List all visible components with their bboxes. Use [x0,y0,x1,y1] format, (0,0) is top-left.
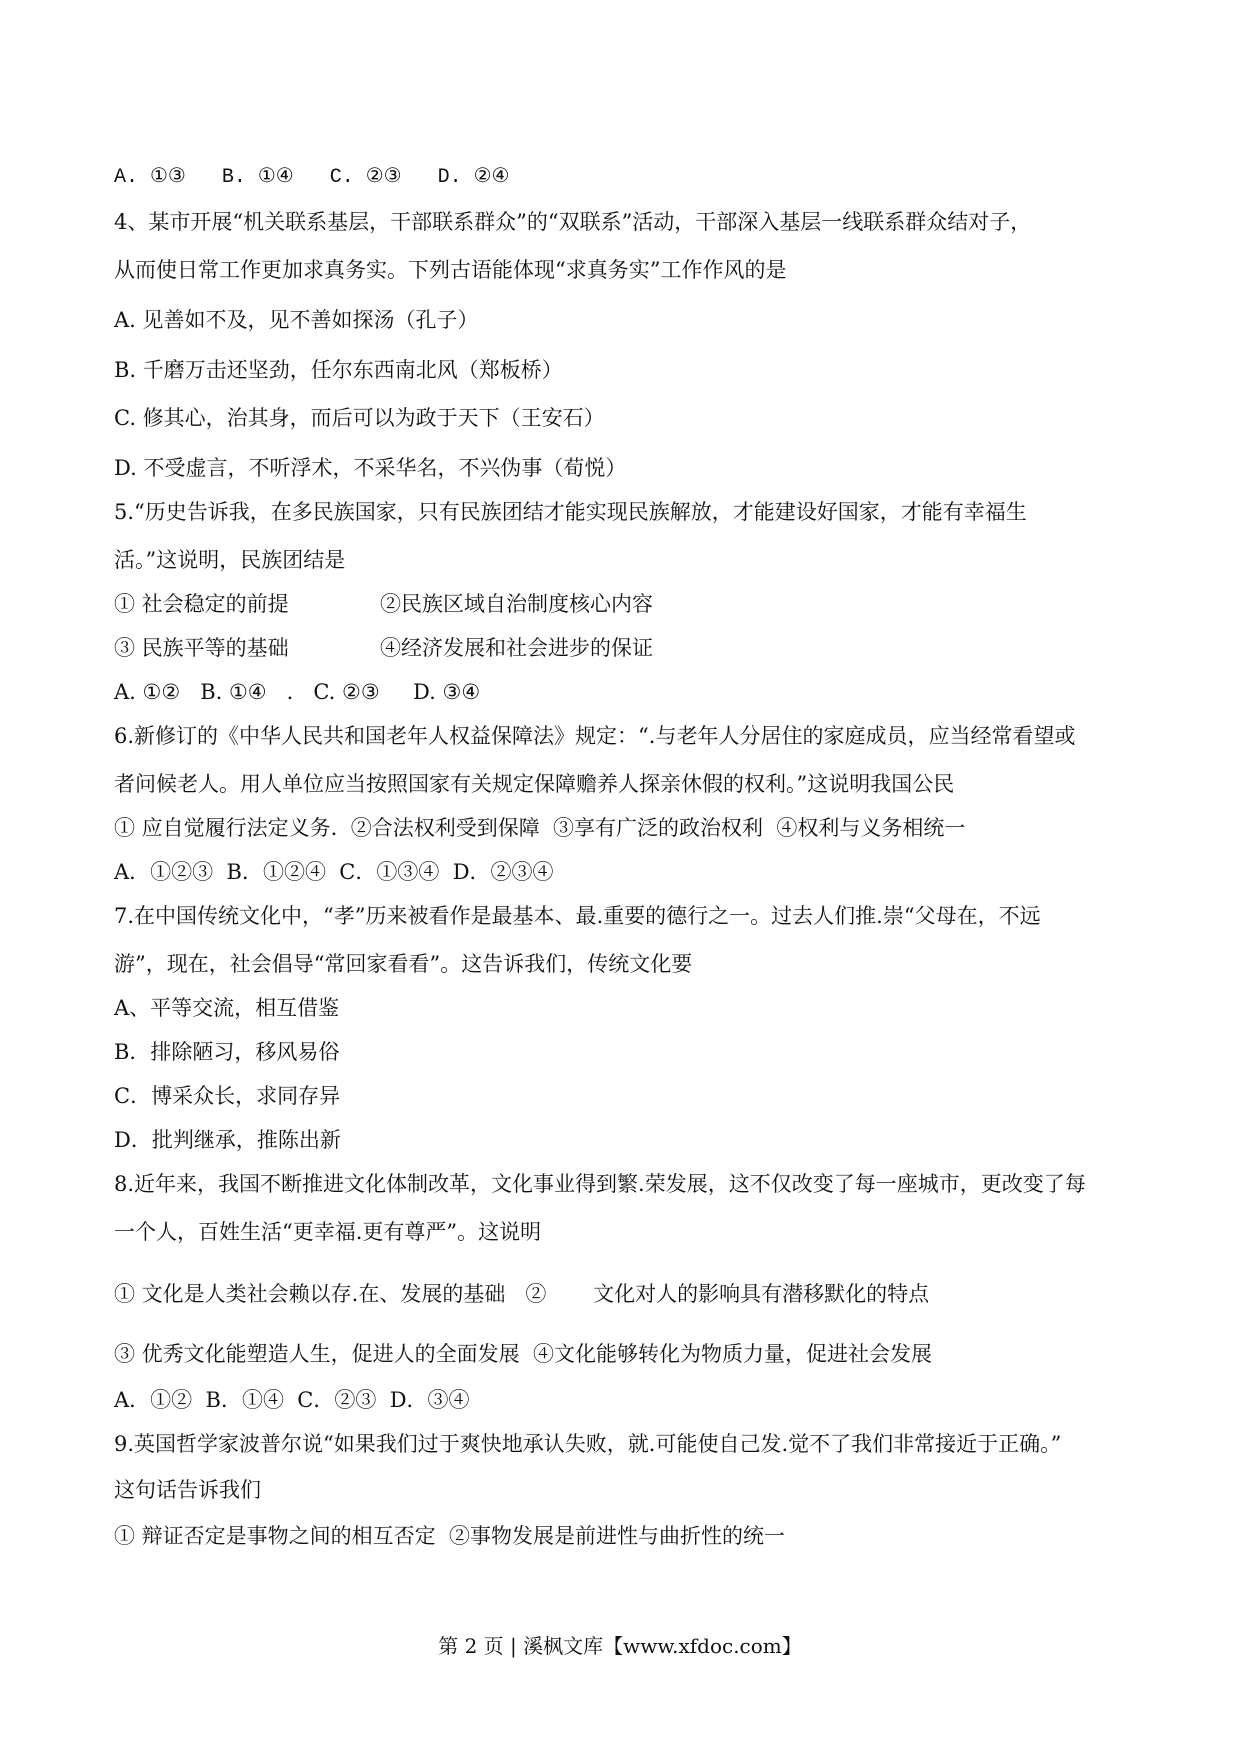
page-footer: 第 2 页 | 溪枫文库【www.xfdoc.com】 [438,1634,802,1658]
q5-answer-options: A. ①② B. ①④ . C. ②③ D. ③④ [114,680,481,704]
q9-items-line-1: ① 辩证否定是事物之间的相互否定 ②事物发展是前进性与曲折性的统一 [114,1524,786,1548]
q6-stem-line-2: 者问候老人。用人单位应当按照国家有关规定保障赡养人探亲休假的权利。”这说明我国公民 [114,772,955,796]
q8-stem-line-2: 一个人，百姓生活“更幸福.更有尊严”。这说明 [114,1220,542,1244]
q7-option-c: C．博采众长，求同存异 [114,1084,341,1108]
q6-stem-line-1: 6.新修订的《中华人民共和国老年人权益保障法》规定：“.与老年人分居住的家庭成员，应当经常看望或 [114,724,1076,748]
q4-stem-line-1: 4、某市开展“机关联系基层，干部联系群众”的“双联系”活动，干部深入基层一线联系群众结对子， [114,210,1032,234]
q7-option-d: D．批判继承，推陈出新 [114,1128,341,1152]
q8-items-line-2: ③ 优秀文化能塑造人生，促进人的全面发展 ④文化能够转化为物质力量，促进社会发展 [114,1342,933,1366]
q6-items: ① 应自觉履行法定义务. ②合法权利受到保障 ③享有广泛的政治权利 ④权利与义务相统一 [114,816,966,840]
q4-option-d: D. 不受虚言，不听浮术，不采华名，不兴伪事（荀悦） [114,456,627,480]
q8-answer-options: A．①② B．①④ C．②③ D．③④ [114,1388,470,1412]
q5-stem-line-1: 5.“历史告诉我，在多民族国家，只有民族团结才能实现民族解放，才能建设好国家，才能有幸福生 [114,500,1027,524]
q5-item-2: ②民族区域自治制度核心内容 [380,592,653,616]
q7-option-a: A、平等交流，相互借鉴 [114,996,340,1020]
q5-stem-line-2: 活。”这说明，民族团结是 [114,548,346,572]
q8-stem-line-1: 8.近年来，我国不断推进文化体制改革，文化事业得到繁.荣发展，这不仅改变了每一座城市，更改变了每 [114,1172,1086,1196]
q7-option-b: B．排除陋习，移风易俗 [114,1040,340,1064]
q8-items-line-1: ① 文化是人类社会赖以存.在、发展的基础 ② 文化对人的影响具有潜移默化的特点 [114,1282,930,1306]
q5-item-4: ④经济发展和社会进步的保证 [380,636,653,660]
q9-stem-line-2: 这句话告诉我们 [114,1478,261,1502]
q5-item-3: ③ 民族平等的基础 [114,636,289,660]
q7-stem-line-1: 7.在中国传统文化中，“孝”历来被看作是最基本、最.重要的德行之一。过去人们推.崇“父母在，不远 [114,904,1041,928]
q7-stem-line-2: 游”，现在，社会倡导“常回家看看”。这告诉我们，传统文化要 [114,952,693,976]
q4-option-a: A. 见善如不及，见不善如探汤（孔子） [114,308,479,332]
q9-stem-line-1: 9.英国哲学家波普尔说“如果我们过于爽快地承认失败，就.可能使自己发.觉不了我们非常接近于正确。” [114,1432,1062,1456]
q4-option-b: B. 千磨万击还坚劲，任尔东西南北风（郑板桥） [114,358,563,382]
q4-option-c: C. 修其心，治其身，而后可以为政于天下（王安石） [114,406,605,430]
q5-item-1: ① 社会稳定的前提 [114,592,289,616]
q4-stem-line-2: 从而使日常工作更加求真务实。下列古语能体现“求真务实”工作作风的是 [114,258,787,282]
q6-answer-options: A．①②③ B．①②④ C．①③④ D．②③④ [114,860,554,884]
q3-answer-options: A. ①③ B. ①④ C. ②③ D. ②④ [114,166,510,189]
